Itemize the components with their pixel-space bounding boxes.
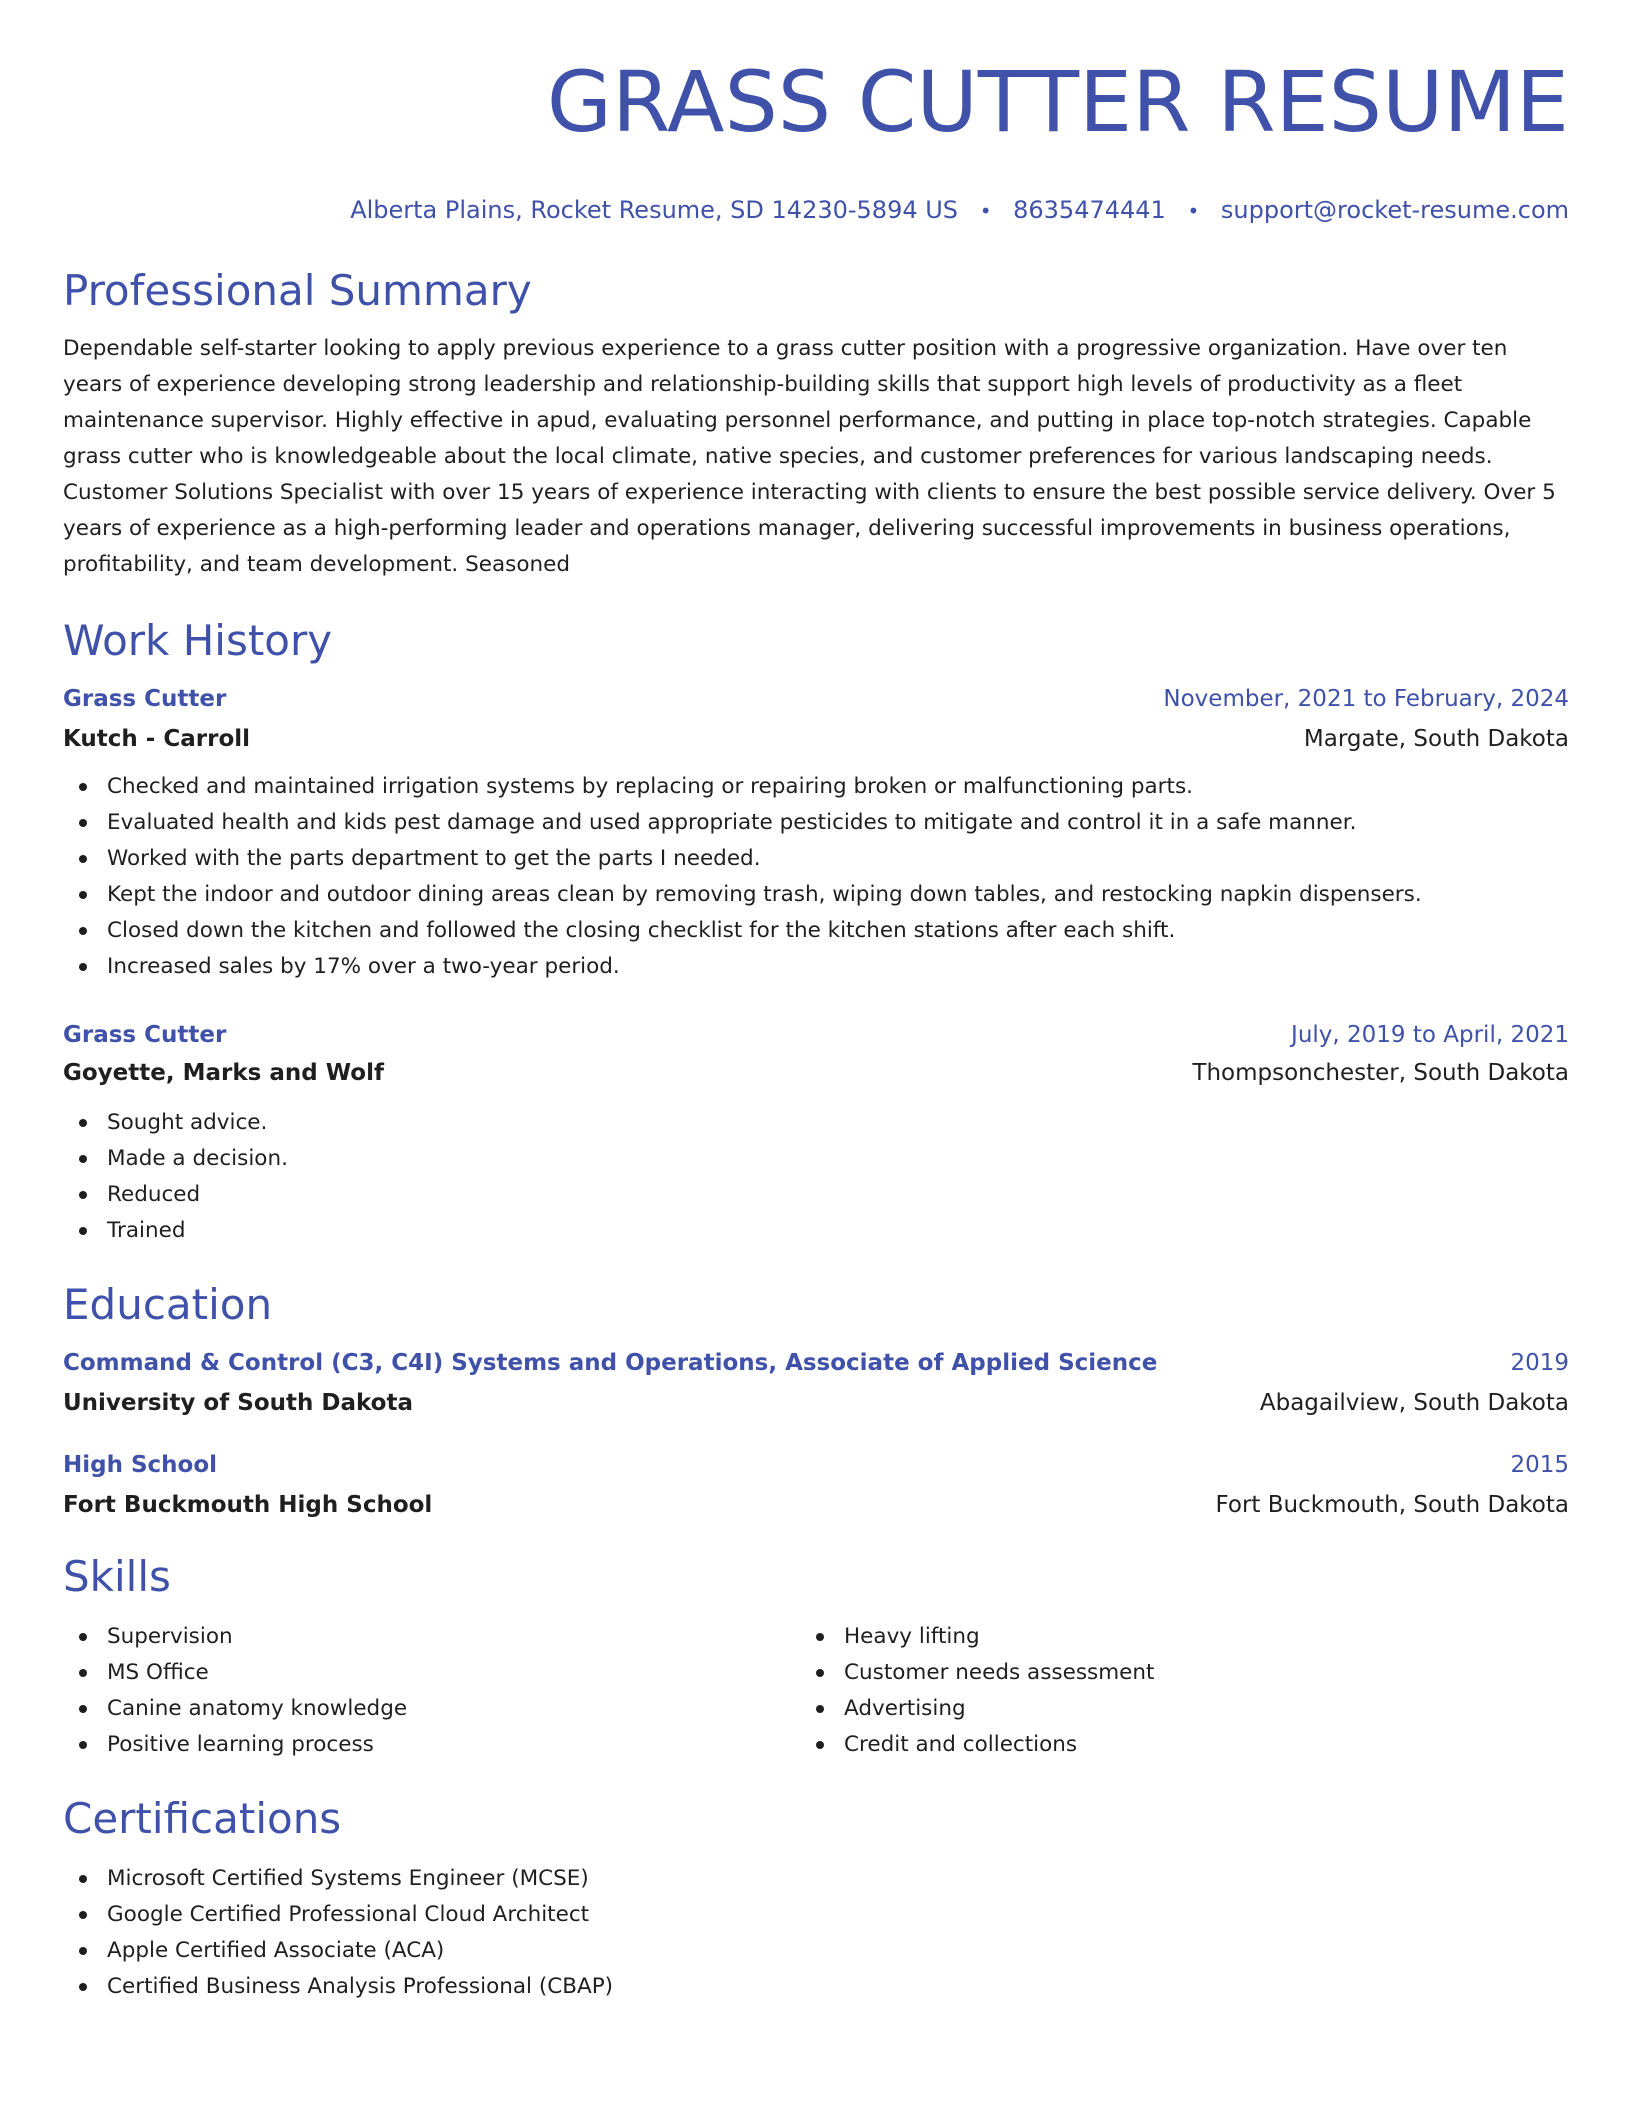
education-degree: Command & Control (C3, C4I) Systems and Operations, Associate of Applied Science [63, 1350, 1158, 1376]
job-entry [63, 1019, 1569, 1249]
bullet-dot [79, 855, 87, 863]
list-item-text: Checked and maintained irrigation systems by replacing or repairing broken or malfunctioning parts. [107, 774, 1193, 799]
education-entry [63, 1347, 1569, 1419]
list-item [77, 1933, 1569, 1969]
skills-heading: Skills [63, 1552, 171, 1601]
education-degree: High School [63, 1452, 218, 1478]
list-item-text: Worked with the parts department to get the parts I needed. [107, 846, 761, 871]
education-school: University of South Dakota [63, 1390, 413, 1416]
list-item [77, 805, 1569, 841]
job-dates: November, 2021 to February, 2024 [1163, 686, 1569, 712]
list-item-text: Canine anatomy knowledge [107, 1696, 408, 1721]
bullet-dot [79, 1875, 87, 1883]
list-item-text: Closed down the kitchen and followed the closing checklist for the kitchen stations after each shift. [107, 918, 1176, 943]
job-role: Grass Cutter [63, 686, 227, 712]
list-item-text: Evaluated health and kids pest damage and used appropriate pesticides to mitigate and control it in a safe manner. [107, 810, 1357, 835]
list-item [77, 1105, 1569, 1141]
list-item [77, 1691, 800, 1727]
list-item [77, 1861, 1569, 1897]
list-item [77, 769, 1569, 805]
list-item [77, 1969, 1569, 2005]
list-item [77, 1655, 800, 1691]
list-item [77, 841, 1569, 877]
education-header-row [63, 1347, 1569, 1379]
job-company: Goyette, Marks and Wolf [63, 1060, 384, 1086]
bullet-dot [816, 1741, 824, 1749]
certifications-heading: Certifications [63, 1794, 342, 1843]
list-item-text: Heavy lifting [844, 1624, 980, 1649]
education-year: 2015 [1510, 1452, 1569, 1478]
contact-separator: • [1187, 199, 1200, 223]
list-item-text: Positive learning process [107, 1732, 374, 1757]
list-item [814, 1619, 1154, 1655]
list-item-text: Kept the indoor and outdoor dining areas clean by removing trash, wiping down tables, and restocking napkin dispensers. [107, 882, 1422, 907]
list-item-text: Made a decision. [107, 1146, 288, 1171]
summary-text: Dependable self-starter looking to apply previous experience to a grass cutter position with a progressive organization. Have over ten years of experience developing strong leadership and relationship-building skills that support high levels of productivity as a fleet maintenance supervisor. Highly effective in apud, evaluating personnel performance, and putting in place top-notch strategies. Capable grass cutter who is knowledgeable about the local climate, native species, and customer preferences for various landscaping needs. Customer Solutions Specialist with over 15 years of experience interacting with clients to ensure the best possible service delivery. Over 5 years of experience as a high-performing leader and operations manager, delivering successful improvements in business operations, profitability, and team development. Seasoned [63, 336, 1556, 577]
list-item [77, 1141, 1569, 1177]
list-item [814, 1691, 1154, 1727]
bullet-dot [816, 1669, 824, 1677]
list-item-text: Increased sales by 17% over a two-year period. [107, 954, 620, 979]
list-item [77, 913, 1569, 949]
job-bullets [63, 1105, 1569, 1249]
list-item-text: Google Certified Professional Cloud Architect [107, 1902, 590, 1927]
bullet-dot [79, 819, 87, 827]
education-location: Fort Buckmouth, South Dakota [1215, 1492, 1569, 1518]
list-item-text: Reduced [107, 1182, 201, 1207]
skills-grid [63, 1619, 1569, 1763]
education-heading: Education [63, 1280, 273, 1329]
list-item [77, 877, 1569, 913]
list-item [77, 1897, 1569, 1933]
list-item [77, 1213, 1569, 1249]
job-role: Grass Cutter [63, 1022, 227, 1048]
work-history-heading: Work History [63, 616, 333, 665]
list-item-text: Microsoft Certified Systems Engineer (MCSE) [107, 1866, 589, 1891]
bullet-dot [79, 1983, 87, 1991]
job-dates: July, 2019 to April, 2021 [1291, 1022, 1569, 1048]
job-bullets [63, 769, 1569, 985]
education-location: Abagailview, South Dakota [1259, 1390, 1569, 1416]
list-item-text: Advertising [844, 1696, 966, 1721]
job-header-row [63, 1019, 1569, 1051]
bullet-dot [79, 1155, 87, 1163]
list-item-text: Sought advice. [107, 1110, 268, 1135]
certifications-list [63, 1861, 1569, 2005]
bullet-dot [79, 1705, 87, 1713]
bullet-dot [79, 963, 87, 971]
education-school: Fort Buckmouth High School [63, 1492, 433, 1518]
education-section [63, 1279, 1569, 1521]
skills-section [63, 1551, 1569, 1763]
bullet-dot [79, 927, 87, 935]
list-item-text: Customer needs assessment [844, 1660, 1155, 1685]
certifications-section [63, 1793, 1569, 2005]
list-item [77, 949, 1569, 985]
summary-heading: Professional Summary [63, 266, 532, 315]
list-item-text: Apple Certified Associate (ACA) [107, 1938, 445, 1963]
bullet-dot [79, 1947, 87, 1955]
bullet-dot [79, 1191, 87, 1199]
bullet-dot [79, 891, 87, 899]
education-entry [63, 1449, 1569, 1521]
bullet-dot [79, 1741, 87, 1749]
contact-separator: • [979, 199, 992, 223]
contact-email: support@rocket-resume.com [1220, 196, 1569, 224]
job-entry [63, 683, 1569, 985]
bullet-dot [79, 1911, 87, 1919]
education-school-row [63, 1489, 1569, 1521]
job-location: Margate, South Dakota [1303, 726, 1569, 752]
skills-column-left [63, 1619, 800, 1763]
bullet-dot [79, 1227, 87, 1235]
job-company: Kutch - Carroll [63, 726, 251, 752]
job-company-row [63, 1057, 1569, 1089]
bullet-dot [79, 783, 87, 791]
bullet-dot [79, 1119, 87, 1127]
list-item [814, 1655, 1154, 1691]
skills-list [63, 1619, 800, 1763]
list-item-text: Supervision [107, 1624, 233, 1649]
bullet-dot [816, 1633, 824, 1641]
job-location: Thompsonchester, South Dakota [1192, 1060, 1569, 1086]
list-item [77, 1727, 800, 1763]
job-company-row [63, 723, 1569, 755]
list-item-text: MS Office [107, 1660, 209, 1685]
contact-phone: 8635474441 [1013, 196, 1166, 224]
list-item [77, 1619, 800, 1655]
list-item [77, 1177, 1569, 1213]
education-school-row [63, 1387, 1569, 1419]
summary-section [63, 265, 1569, 583]
contact-address: Alberta Plains, Rocket Resume, SD 14230-5894 US [350, 196, 959, 224]
education-year: 2019 [1510, 1350, 1569, 1376]
bullet-dot [79, 1633, 87, 1641]
job-header-row [63, 683, 1569, 715]
list-item-text: Credit and collections [844, 1732, 1078, 1757]
contact-line [63, 194, 1569, 227]
bullet-dot [816, 1705, 824, 1713]
work-history-section [63, 615, 1569, 1249]
list-item [814, 1727, 1154, 1763]
skills-list [800, 1619, 1154, 1763]
resume-title: GRASS CUTTER RESUME [546, 53, 1569, 151]
bullet-dot [79, 1669, 87, 1677]
list-item-text: Trained [107, 1218, 186, 1243]
education-header-row [63, 1449, 1569, 1481]
list-item-text: Certified Business Analysis Professional (CBAP) [107, 1974, 614, 1999]
skills-column-right [800, 1619, 1154, 1763]
